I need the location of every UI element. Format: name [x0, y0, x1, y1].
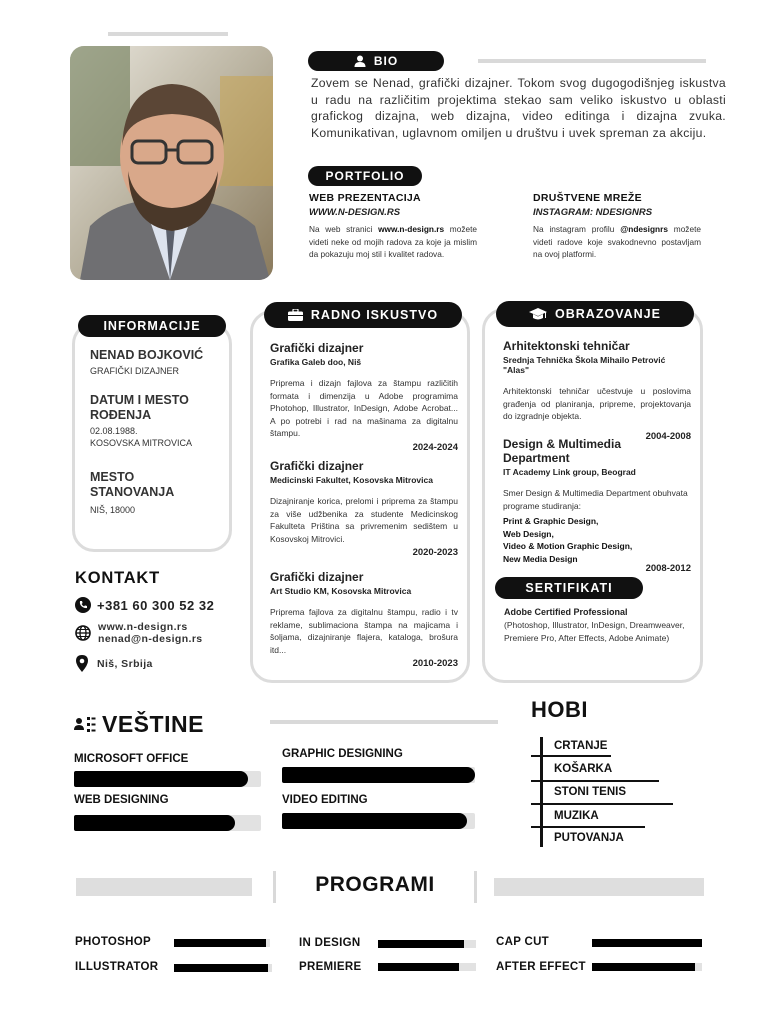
- obrazovanje-heading-label: OBRAZOVANJE: [555, 307, 661, 321]
- info-role: GRAFIČKI DIZAJNER: [90, 366, 180, 376]
- portfolio-web-subtitle: WWW.N-DESIGN.RS: [309, 207, 401, 218]
- bio-divider: [478, 59, 706, 63]
- program-label: PHOTOSHOP: [75, 936, 151, 948]
- portfolio-social-text-before: Na instagram profilu: [533, 224, 621, 234]
- hobi-line: [531, 755, 611, 757]
- hobi-line: [531, 803, 673, 805]
- edu-2-program: Web Design,: [503, 528, 554, 539]
- portfolio-social-subtitle: INSTAGRAM: NDESIGNRS: [533, 207, 653, 218]
- program-bar: [174, 939, 266, 947]
- edu-1-period: 2004-2008: [645, 430, 691, 442]
- edu-2-period: 2008-2012: [645, 563, 691, 574]
- program-track: [378, 963, 476, 971]
- info-birth-date: 02.08.1988.: [90, 426, 138, 436]
- job-2-title: Grafički dizajner: [270, 459, 364, 473]
- programi-heading: PROGRAMI: [315, 873, 435, 896]
- job-2-period: 2020-2023: [412, 547, 458, 558]
- radno-iskustvo-heading-label: RADNO ISKUSTVO: [310, 308, 439, 322]
- skill-label: MICROSOFT OFFICE: [74, 753, 189, 765]
- portfolio-web-link[interactable]: www.n-design.rs: [378, 224, 445, 234]
- kontakt-location-row: [76, 655, 153, 672]
- edu-1: [503, 339, 691, 442]
- sertifikati-heading: [495, 577, 643, 599]
- kontakt-website[interactable]: www.n-design.rs: [98, 621, 188, 633]
- edu-2-programs: [503, 515, 691, 565]
- hobi-item: KOŠARKA: [554, 763, 613, 775]
- hobi-heading: HOBI: [531, 697, 588, 722]
- informacije-heading-label: INFORMACIJE: [103, 319, 201, 333]
- portfolio-social-text: [533, 223, 701, 261]
- bio-text: Zovem se Nenad, grafički dizajner. Tokom svog dugogodišnjeg iskustva u radu na različitim projektima stekao sam veliko iskustvo u oblasti grafickog dizajna, web dizajna, video editinga i dizajna zvuka. Komunikativan, uglavnom omiljen u društvu i uvek spreman za akciju.: [311, 76, 726, 140]
- skill-bar: [282, 813, 467, 829]
- program-track: [592, 963, 702, 971]
- program-bar: [378, 963, 459, 971]
- skill-track: [74, 815, 261, 831]
- job-1-description: Priprema i dizajn fajlova za štampu različitih formata i dimenzija u Adobe programima Photohop, Illustrator, InDesign, Adobe Acrobat... A po potrebi i rad na mašinama za digitalnu štampu.: [270, 378, 458, 438]
- portfolio-heading-label: PORTFOLIO: [325, 169, 405, 183]
- hobi-item: CRTANJE: [554, 740, 608, 752]
- edu-2-program: New Media Design: [503, 553, 578, 564]
- program-track: [592, 939, 702, 947]
- program-track: [174, 939, 270, 947]
- skill-track: [282, 813, 475, 829]
- job-2: [270, 459, 458, 558]
- radno-iskustvo-heading: [264, 302, 462, 328]
- job-2-description: Dizajniranje korica, prelomi i priprema za štampu za više udžbenika za studente Medicinskog Fakulteta Priština sa privremenim sedištem u Kosovskoj Mitrovici.: [270, 496, 458, 544]
- info-birth-label: DATUM I MESTO ROĐENJA: [90, 393, 189, 422]
- top-divider: [108, 32, 228, 36]
- kontakt-location: Niš, Srbija: [97, 657, 153, 670]
- job-3-title: Grafički dizajner: [270, 570, 364, 584]
- portfolio-social-title: DRUŠTVENE MREŽE: [533, 192, 642, 204]
- edu-2-description: Smer Design & Multimedia Department obuhvata programe studiranja:: [503, 488, 688, 511]
- portfolio-web: [309, 192, 477, 261]
- portfolio-social-text-after: možete videti radove koje svakodnevno postavljam na ovoj platformi.: [533, 224, 701, 259]
- edu-2: [503, 437, 691, 574]
- info-birth-place: KOSOVSKA MITROVICA: [90, 438, 193, 448]
- job-1-title: Grafički dizajner: [270, 341, 364, 355]
- info-residence: NIŠ, 18000: [90, 505, 136, 515]
- bio-heading: [308, 51, 444, 71]
- program-label: PREMIERE: [299, 961, 362, 973]
- program-label: CAP CUT: [496, 936, 550, 948]
- portfolio-social-link[interactable]: @ndesignrs: [620, 224, 668, 234]
- edu-2-title: Design & Multimedia Department: [503, 437, 622, 465]
- vestine-header: [74, 711, 204, 738]
- kontakt-email[interactable]: nenad@n-design.rs: [98, 633, 203, 645]
- briefcase-icon: [288, 309, 303, 321]
- skill-bar: [74, 771, 248, 787]
- hobi-line: [531, 780, 659, 782]
- hobi-item: STONI TENIS: [554, 786, 626, 798]
- kontakt-phone-row: [75, 597, 214, 613]
- skill-label: WEB DESIGNING: [74, 794, 169, 806]
- kontakt-heading: KONTAKT: [75, 569, 161, 587]
- job-2-company: Medicinski Fakultet, Kosovska Mitrovica: [270, 475, 433, 485]
- skill-track: [74, 771, 261, 787]
- hobi-item: PUTOVANJA: [554, 832, 624, 844]
- sertifikati-description: (Photoshop, Illustrator, InDesign, Dreamweaver, Premiere Pro, After Effects, Adobe Animate): [504, 620, 685, 643]
- program-track: [378, 940, 476, 948]
- kontakt-phone[interactable]: +381 60 300 52 32: [97, 597, 215, 613]
- skills-icon: [74, 716, 96, 734]
- skill-label: GRAPHIC DESIGNING: [282, 748, 403, 760]
- job-1: [270, 341, 458, 453]
- program-bar: [378, 940, 464, 948]
- info-name: NENAD BOJKOVIĆ: [90, 348, 204, 362]
- hobi-vertical-line: [540, 737, 543, 847]
- edu-1-description: Arhitektonski tehničar učestvuje u poslovima građenja od planiranja, pripreme, projektovanja do izgradnje objekta.: [503, 386, 691, 421]
- programi-left-bar: [76, 878, 252, 896]
- skill-track: [282, 767, 475, 783]
- hobi-item: MUZIKA: [554, 810, 599, 822]
- skill-bar: [282, 767, 475, 783]
- portfolio-heading: [308, 166, 422, 186]
- edu-1-title: Arhitektonski tehničar: [503, 339, 630, 353]
- job-3-description: Priprema fajlova za digitalnu štampu, radio i tv reklame, sublimaciona štampa na majicama i šoljama, dizajniranje flajera, kataloga, brošura itd...: [270, 607, 458, 655]
- edu-2-school: IT Academy Link group, Beograd: [503, 467, 636, 477]
- edu-2-program: Video & Motion Graphic Design,: [503, 541, 633, 551]
- portfolio-web-text: [309, 223, 477, 261]
- vestine-divider: [270, 720, 498, 724]
- sertifikati-heading-label: SERTIFIKATI: [525, 581, 613, 595]
- job-3-company: Art Studio KM, Kosovska Mitrovica: [270, 586, 412, 596]
- sertifikati-title: Adobe Certified Professional: [504, 607, 628, 617]
- program-label: AFTER EFFECT: [496, 961, 586, 973]
- info-residence-label: MESTO STANOVANJA: [90, 470, 175, 499]
- obrazovanje-heading: [496, 301, 694, 327]
- kontakt-web-row: [75, 621, 203, 645]
- bio-heading-label: BIO: [373, 54, 399, 68]
- job-1-company: Grafika Galeb doo, Niš: [270, 357, 362, 367]
- globe-icon: [75, 625, 91, 641]
- job-1-period: 2024-2024: [412, 441, 458, 453]
- portrait-image: [70, 46, 273, 280]
- profile-photo: [70, 46, 273, 280]
- informacije-heading: [78, 315, 226, 337]
- portfolio-web-title: WEB PREZENTACIJA: [309, 192, 421, 204]
- edu-1-school: Srednja Tehnička Škola Mihailo Petrović "Alas": [503, 355, 666, 375]
- job-3-period: 2010-2023: [412, 658, 458, 669]
- program-bar: [592, 963, 695, 971]
- informacije-content: [90, 348, 225, 515]
- vestine-heading: VEŠTINE: [102, 711, 204, 737]
- program-bar: [174, 964, 268, 972]
- sertifikati-content: [504, 607, 700, 644]
- skill-label: VIDEO EDITING: [282, 794, 368, 806]
- program-track: [174, 964, 272, 972]
- hobi-line: [531, 826, 645, 828]
- graduation-cap-icon: [529, 308, 547, 321]
- portfolio-web-text-after: možete videti neke od mojih radova za koje ja mislim da pokazuju moj stil i kvalitet radova.: [309, 224, 477, 259]
- program-bar: [592, 939, 702, 947]
- phone-icon: [75, 597, 91, 613]
- user-icon: [354, 55, 366, 67]
- program-label: ILLUSTRATOR: [75, 961, 159, 973]
- portfolio-web-text-before: Na web stranici: [309, 224, 379, 234]
- programi-right-bar: [494, 878, 704, 896]
- programi-right-sep: [474, 871, 477, 903]
- skill-bar: [74, 815, 235, 831]
- location-pin-icon: [76, 655, 88, 672]
- edu-2-program: Print & Graphic Design,: [503, 516, 599, 526]
- job-3: [270, 570, 458, 669]
- program-label: IN DESIGN: [299, 937, 361, 949]
- portfolio-social: [533, 192, 701, 261]
